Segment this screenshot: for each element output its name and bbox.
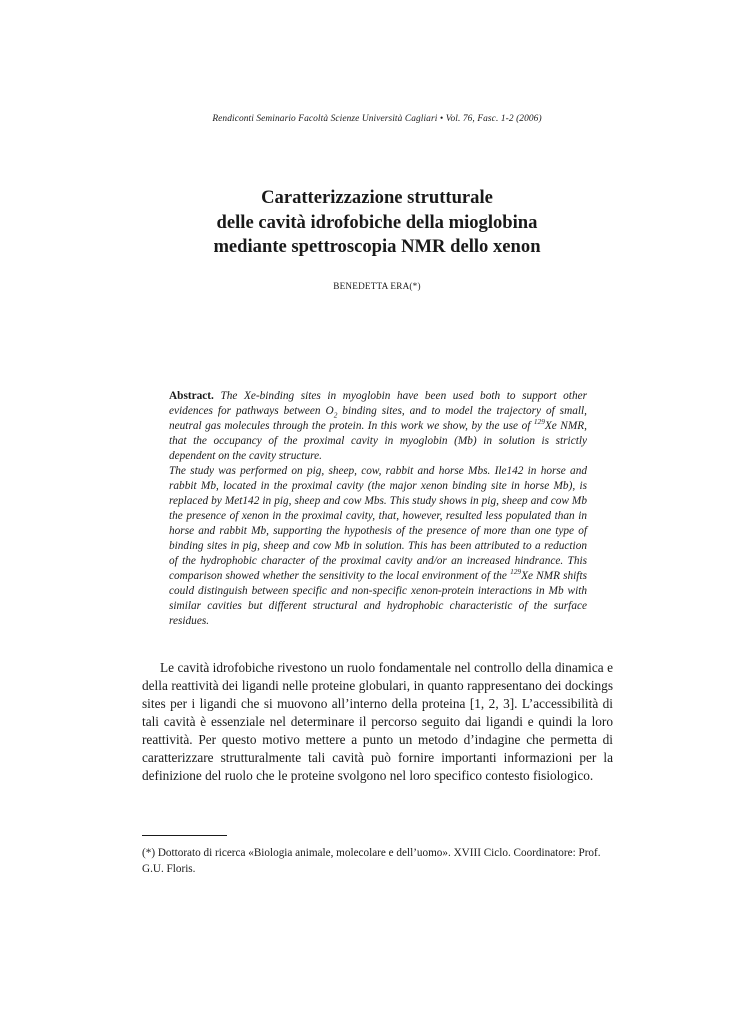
abstract-subscript: 2: [333, 410, 338, 420]
body-paragraph: Le cavità idrofobiche rivestono un ruolo fondamentale nel controllo della dinamica e della reattività dei ligandi nelle proteine globulari, in quanto rappresentano dei dockings sites per i ligandi che si muovono all’interno della proteina [1, 2, 3]. L’accessibilità di tali cavità è essenziale nel determinare il percorso seguito dai ligandi e quindi la loro reattività. Per questo motivo mettere a punto un metodo d’indagine che permetta di caratterizzare strutturalmente tali cavità può fornire importanti informazioni per la definizione del ruolo che le proteine svolgono nel loro specifico contesto fisiologico.: [142, 660, 613, 784]
title-line-3: mediante spettroscopia NMR dello xenon: [213, 236, 541, 257]
abstract: [169, 389, 587, 629]
abstract-text: Xe NMR shifts could distinguish between specific and non-specific xenon-protein interactions in Mb with similar cavities but different structural and hydrophobic characteristic of the surface residues.: [169, 570, 587, 628]
abstract-label: Abstract.: [169, 390, 214, 402]
abstract-paragraph-1: [169, 389, 587, 464]
abstract-text: The Xe-binding sites in myoglobin have been used both to support other evidences for pathways between O: [169, 390, 588, 418]
title-line-1: Caratterizzazione strutturale: [261, 187, 493, 208]
paper-title: [0, 186, 754, 260]
abstract-superscript: 129: [533, 417, 545, 427]
title-line-2: delle cavità idrofobiche della mioglobina: [216, 211, 538, 233]
author-name: BENEDETTA ERA(*): [333, 281, 421, 291]
abstract-superscript: 129: [510, 567, 522, 577]
footnote-divider: [142, 835, 227, 836]
abstract-text: Xe NMR, that the occupancy of the proximal cavity in myoglobin (Mb) in solution is strictly dependent on the cavity structure.: [169, 420, 587, 463]
abstract-text: The study was performed on pig, sheep, cow, rabbit and horse Mbs. Ile142 in horse and rabbit Mb, located in the proximal cavity (the major xenon binding site in horse Mb), is replaced by Met142 in pig, sheep and cow Mbs. This study shows in pig, sheep and cow Mb the presence of xenon in the proximal cavity, that, however, resulted less populated than in horse and rabbit Mb, supporting the hypothesis of the presence of more than one type of binding sites in pig, sheep and cow Mb in solution. This has been attributed to a reduction of the hydrophobic character of the proximal cavity and/or an increased hindrance. This comparison showed whether the sensitivity to the local environment of the: [169, 465, 587, 583]
footnote: (*) Dottorato di ricerca «Biologia animale, molecolare e dell’uomo». XVIII Ciclo. Coordinatore: Prof. G.U. Floris.: [142, 847, 601, 875]
body-text: [142, 659, 613, 785]
abstract-paragraph-2: [169, 464, 587, 629]
abstract-text: binding sites, and to model the trajectory of small, neutral gas molecules through the protein. In this work we show, by the use of: [169, 405, 587, 433]
running-head: Rendiconti Seminario Facoltà Scienze Università Cagliari • Vol. 76, Fasc. 1-2 (2006): [212, 114, 542, 124]
